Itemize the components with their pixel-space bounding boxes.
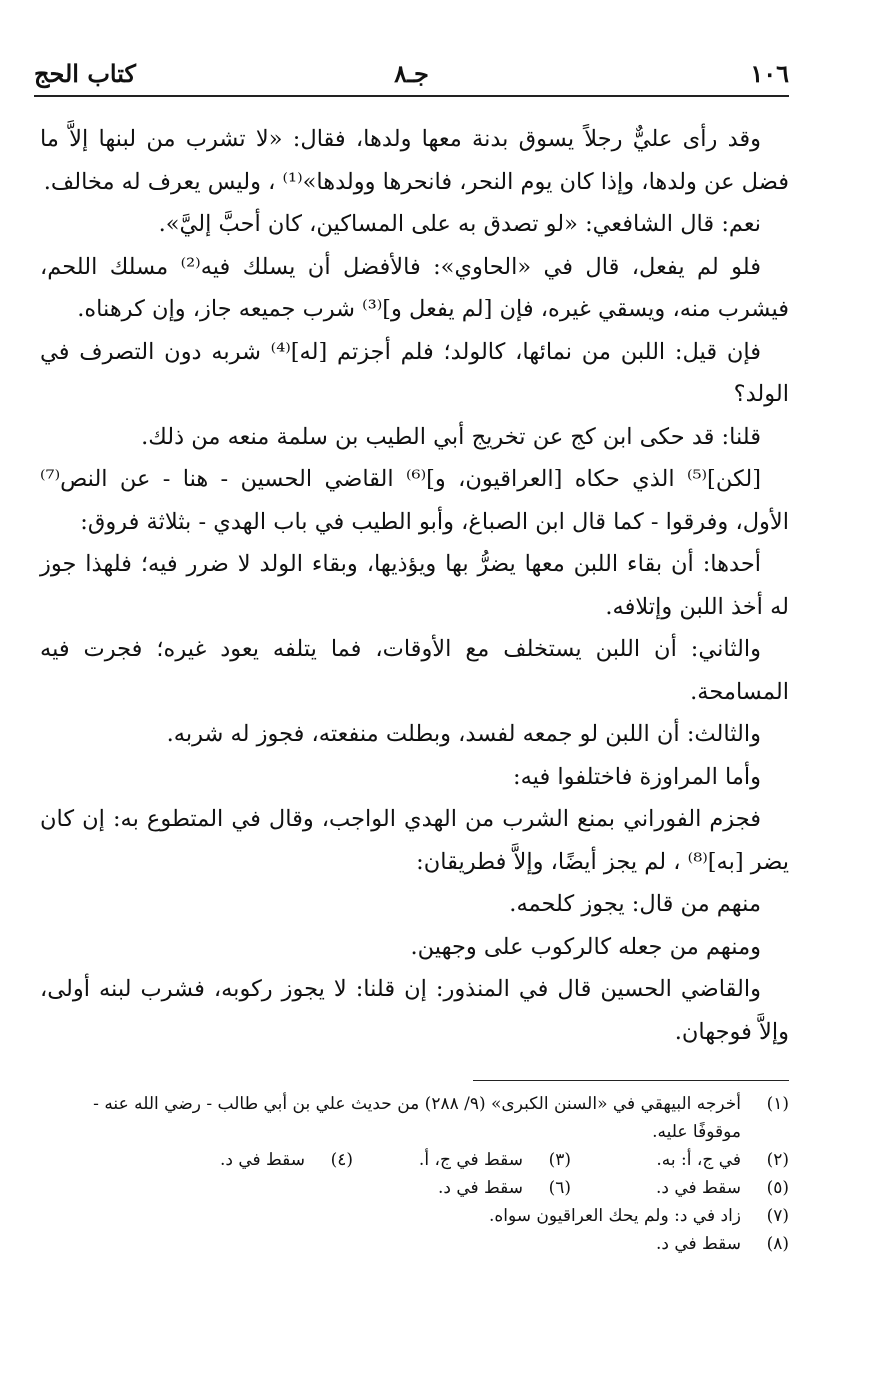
paragraph: وأما المراوزة فاختلفوا فيه: xyxy=(513,763,761,790)
footnote-text: في ج، أ: به. xyxy=(656,1150,741,1170)
footnote-number: (٢) xyxy=(766,1150,789,1170)
footnotes xyxy=(40,1090,789,1258)
page-number: ١٠٦ xyxy=(750,59,789,88)
footnote xyxy=(135,1146,353,1174)
page-header xyxy=(34,55,789,97)
footnote-number: (١) xyxy=(766,1094,789,1114)
paragraph: منهم من قال: يجوز كلحمه. xyxy=(509,891,761,917)
paragraph: والثاني: أن اللبن يستخلف مع الأوقات، فما يتلفه يعود غيره؛ فجرت فيه المسامحة. xyxy=(40,636,789,705)
footnote-number: (٧) xyxy=(766,1206,789,1226)
footnote xyxy=(40,1230,789,1258)
paragraph: أحدها: أن بقاء اللبن معها يضرُّ بها ويؤذيها، وبقاء الولد لا ضرر فيه؛ فلهذا جوز له أخذ اللبن وإتلافه. xyxy=(40,551,789,620)
footnote-number: (٤) xyxy=(330,1150,353,1170)
paragraph: فلو لم يفعل، قال في «الحاوي»: فالأفضل أن يسلك فيه⁽²⁾ مسلك اللحم، فيشرب منه، ويسقي غيره، فإن [لم يفعل و]⁽³⁾ شرب جميعه جاز، وإن كرهناه. xyxy=(40,253,789,322)
footnote xyxy=(40,1090,789,1146)
footnote-text: سقط في د. xyxy=(655,1178,741,1198)
footnote-number: (٦) xyxy=(548,1178,571,1198)
footnote xyxy=(571,1174,789,1202)
footnote-number: (٥) xyxy=(766,1178,789,1198)
paragraph: ومنهم من جعله كالركوب على وجهين. xyxy=(410,933,761,960)
footnote-row xyxy=(40,1146,789,1174)
footnote xyxy=(571,1146,789,1174)
footnote-row xyxy=(40,1174,789,1202)
paragraph: فإن قيل: اللبن من نمائها، كالولد؛ فلم أجزتم [له]⁽⁴⁾ شربه دون التصرف في الولد؟ xyxy=(40,338,789,407)
paragraph: قلنا: قد حكى ابن كج عن تخريج أبي الطيب بن سلمة منعه من ذلك. xyxy=(141,423,761,450)
footnote-text: سقط في د. xyxy=(437,1178,523,1198)
book-title: كتاب الحج xyxy=(34,59,136,88)
footnote-text: سقط في ج، أ. xyxy=(418,1150,523,1170)
footnote-number: (٣) xyxy=(548,1150,571,1170)
footnote-text: زاد في د: ولم يحك العراقيون سواه. xyxy=(488,1206,741,1226)
footnote xyxy=(40,1202,789,1230)
footnote-number: (٨) xyxy=(766,1234,789,1254)
main-text xyxy=(40,118,789,1053)
paragraph: نعم: قال الشافعي: «لو تصدق به على المساكين، كان أحبَّ إليَّ». xyxy=(158,211,761,237)
footnote-text: أخرجه البيهقي في «السنن الكبرى» (٩/ ٢٨٨) من حديث علي بن أبي طالب - رضي الله عنه - موقوفًا عليه. xyxy=(93,1094,741,1142)
paragraph: وقد رأى عليٌّ رجلاً يسوق بدنة معها ولدها، فقال: «لا تشرب من لبنها إلاَّ ما فضل عن ولدها، وإذا كان يوم النحر، فانحرها وولدها»⁽¹⁾ ، وليس يعرف له مخالف. xyxy=(40,126,789,195)
footnote xyxy=(353,1146,571,1174)
paragraph: فجزم الفوراني بمنع الشرب من الهدي الواجب، وقال في المتطوع به: إن كان يضر [به]⁽⁸⁾ ، لم يجز أيضًا، وإلاَّ فطريقان: xyxy=(40,806,789,875)
volume-label: جـ٨ xyxy=(394,59,429,88)
footnote-separator xyxy=(473,1080,789,1081)
paragraph: والقاضي الحسين قال في المنذور: إن قلنا: لا يجوز ركوبه، فشرب لبنه أولى، وإلاَّ فوجهان. xyxy=(40,976,789,1045)
footnote-text: سقط في د. xyxy=(655,1234,741,1254)
footnote xyxy=(353,1174,571,1202)
paragraph: [لكن]⁽⁵⁾ الذي حكاه [العراقيون، و]⁽⁶⁾ القاضي الحسين - هنا - عن النص⁽⁷⁾ الأول، وفرقوا - كما قال ابن الصباغ، وأبو الطيب في باب الهدي - بثلاثة فروق: xyxy=(40,466,789,535)
paragraph: والثالث: أن اللبن لو جمعه لفسد، وبطلت منفعته، فجوز له شربه. xyxy=(166,721,761,747)
footnote-text: سقط في د. xyxy=(219,1150,305,1170)
